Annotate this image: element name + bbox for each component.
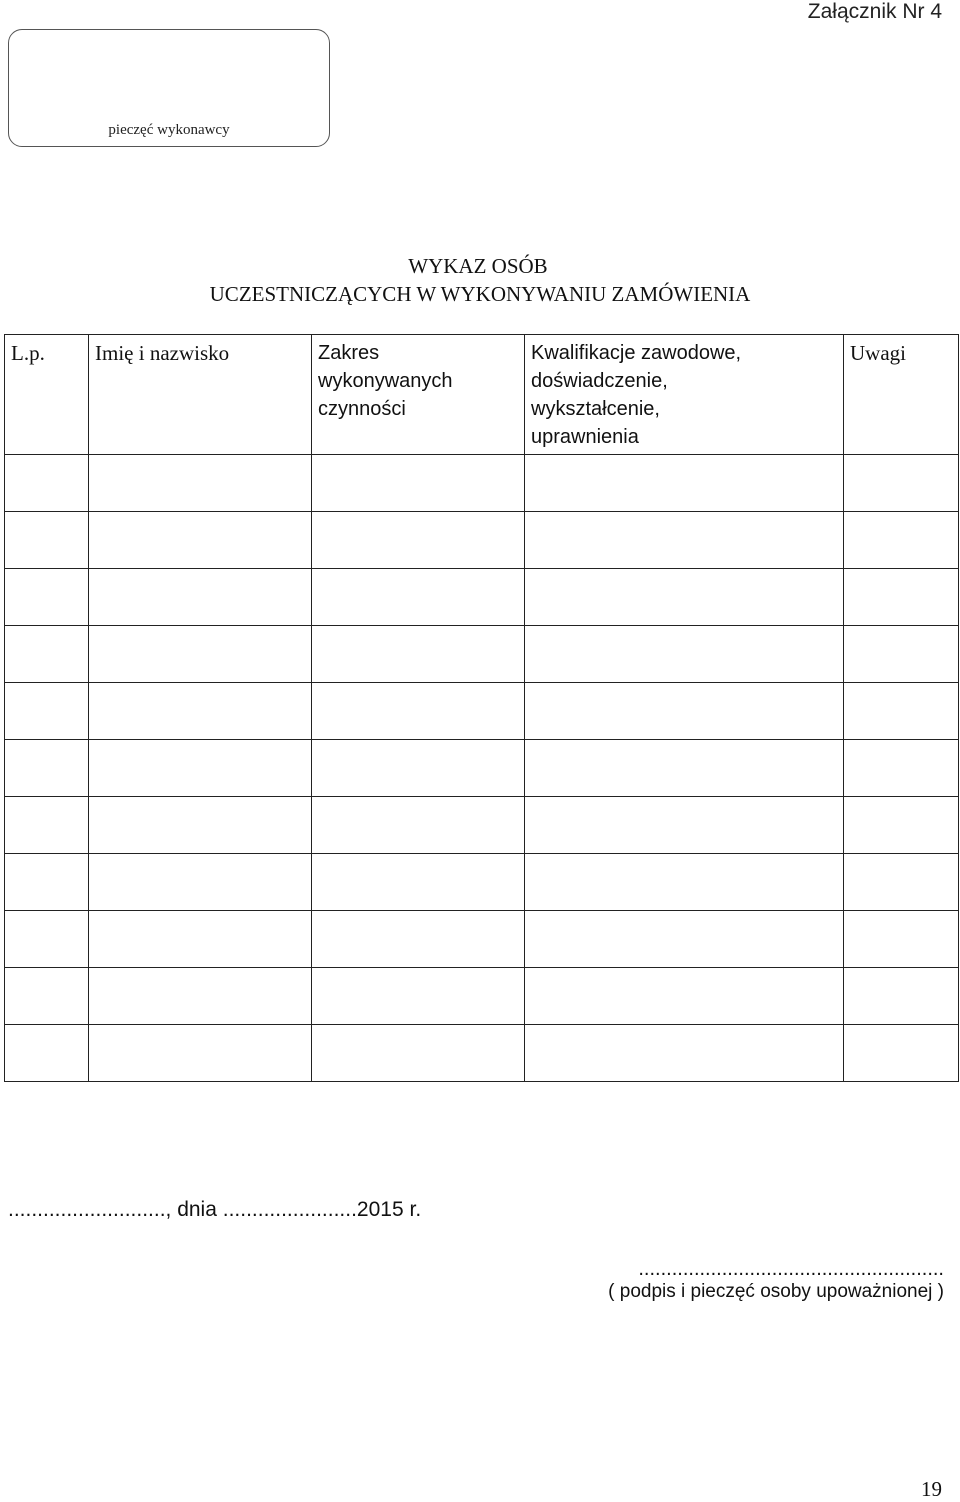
table-cell[interactable] [525, 569, 844, 626]
table-cell[interactable] [312, 1025, 525, 1082]
header-qualifications [525, 335, 844, 455]
table-cell[interactable] [525, 1025, 844, 1082]
table-cell[interactable] [844, 968, 959, 1025]
table-cell[interactable] [5, 455, 89, 512]
table-cell[interactable] [89, 1025, 312, 1082]
table-cell[interactable] [844, 569, 959, 626]
table-cell[interactable] [89, 911, 312, 968]
document-title-line-1: WYKAZ OSÓB [408, 254, 548, 278]
table-cell[interactable] [89, 455, 312, 512]
table-cell[interactable] [844, 740, 959, 797]
table-cell[interactable] [844, 854, 959, 911]
signature-line: ....................................................... [638, 1258, 944, 1280]
table-header-row [5, 335, 959, 455]
table-cell[interactable] [312, 797, 525, 854]
table-cell[interactable] [312, 569, 525, 626]
table-cell[interactable] [525, 854, 844, 911]
personnel-table [4, 334, 959, 1082]
table-cell[interactable] [312, 854, 525, 911]
table-cell[interactable] [5, 683, 89, 740]
stamp-box [8, 29, 330, 147]
table-row [5, 911, 959, 968]
table-cell[interactable] [5, 1025, 89, 1082]
header-notes: Uwagi [844, 335, 959, 455]
table-row [5, 854, 959, 911]
table-cell[interactable] [89, 569, 312, 626]
table-cell[interactable] [312, 911, 525, 968]
table-cell[interactable] [89, 968, 312, 1025]
table-row [5, 455, 959, 512]
header-qualifications-line: uprawnienia [531, 426, 639, 448]
header-lp: L.p. [5, 335, 89, 455]
table-cell[interactable] [5, 569, 89, 626]
table-cell[interactable] [5, 512, 89, 569]
table-cell[interactable] [5, 854, 89, 911]
table-cell[interactable] [89, 797, 312, 854]
table-cell[interactable] [312, 455, 525, 512]
table-row [5, 968, 959, 1025]
header-qualifications-line: Kwalifikacje zawodowe, [531, 342, 742, 364]
table-cell[interactable] [844, 797, 959, 854]
table-cell[interactable] [312, 683, 525, 740]
table-cell[interactable] [89, 512, 312, 569]
table-cell[interactable] [525, 512, 844, 569]
table-cell[interactable] [844, 1025, 959, 1082]
table-row [5, 569, 959, 626]
table-row [5, 1025, 959, 1082]
table-cell[interactable] [525, 626, 844, 683]
table-row [5, 740, 959, 797]
table-cell[interactable] [525, 968, 844, 1025]
table-cell[interactable] [89, 854, 312, 911]
table-row [5, 683, 959, 740]
table-cell[interactable] [525, 797, 844, 854]
table-cell[interactable] [844, 626, 959, 683]
table-row [5, 626, 959, 683]
table-cell[interactable] [5, 968, 89, 1025]
header-scope-line: Zakres [318, 342, 380, 364]
table-cell[interactable] [844, 512, 959, 569]
document-title-line-2: UCZESTNICZĄCYCH W WYKONYWANIU ZAMÓWIENIA [209, 282, 751, 306]
table-row [5, 512, 959, 569]
stamp-label: pieczęć wykonawcy [108, 122, 230, 138]
table-cell[interactable] [5, 740, 89, 797]
table-cell[interactable] [844, 455, 959, 512]
table-cell[interactable] [89, 740, 312, 797]
header-qualifications-line: doświadczenie, [531, 370, 668, 392]
table-cell[interactable] [312, 626, 525, 683]
place-date-line: ..........................., dnia .......................2015 r. [8, 1198, 422, 1221]
table-cell[interactable] [525, 911, 844, 968]
signature-label: ( podpis i pieczęć osoby upoważnionej ) [608, 1281, 944, 1302]
table-cell[interactable] [312, 968, 525, 1025]
page-number: 19 [921, 1477, 942, 1501]
annex-label: Załącznik Nr 4 [807, 0, 942, 23]
table-cell[interactable] [312, 740, 525, 797]
table-cell[interactable] [89, 683, 312, 740]
header-name: Imię i nazwisko [89, 335, 312, 455]
table-cell[interactable] [844, 911, 959, 968]
table-cell[interactable] [312, 512, 525, 569]
table-body [5, 455, 959, 1082]
header-scope-line: czynności [318, 398, 406, 420]
table-cell[interactable] [5, 797, 89, 854]
header-scope [312, 335, 525, 455]
table-cell[interactable] [525, 740, 844, 797]
header-qualifications-line: wykształcenie, [531, 398, 660, 420]
table-cell[interactable] [844, 683, 959, 740]
table-cell[interactable] [89, 626, 312, 683]
table-row [5, 797, 959, 854]
table-cell[interactable] [5, 626, 89, 683]
table-cell[interactable] [525, 683, 844, 740]
table-cell[interactable] [5, 911, 89, 968]
table-cell[interactable] [525, 455, 844, 512]
header-scope-line: wykonywanych [318, 370, 453, 392]
